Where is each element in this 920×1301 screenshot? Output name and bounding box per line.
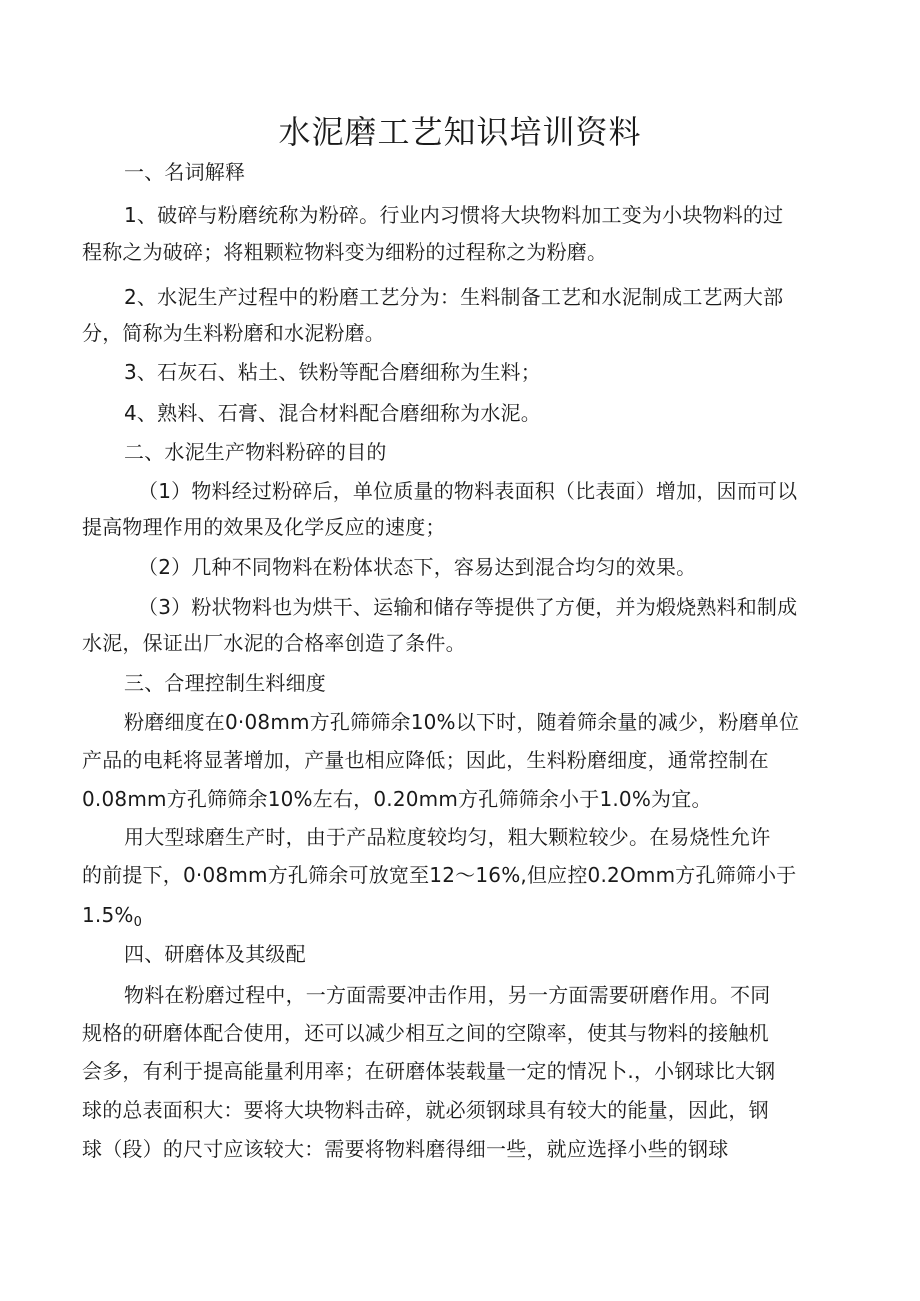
paragraph-line: 分，简称为生料粉磨和水泥粉磨。 <box>82 321 385 345</box>
section-heading-1: 一、名词解释 <box>124 160 246 184</box>
paragraph-line: 物料在粉磨过程中，一方面需要冲击作用，另一方面需要研磨作用。不同 <box>124 983 771 1007</box>
paragraph-line: 产品的电耗将显著增加，产量也相应降低；因此，生料粉磨细度，通常控制在 <box>82 748 769 772</box>
paragraph-line: 会多，有利于提高能量利用率；在研磨体装载量一定的情况卜.，小钢球比大钢 <box>82 1059 776 1083</box>
paragraph-line: 粉磨细度在0·08mm方孔筛筛余10%以下时，随着筛余量的减少，粉磨单位 <box>124 710 800 734</box>
paragraph-line: （1）物料经过粉碎后，单位质量的物料表面积（比表面）增加，因而可以 <box>138 479 798 503</box>
paragraph-line: （2）几种不同物料在粉体状态下，容易达到混合均匀的效果。 <box>138 555 697 579</box>
paragraph-line: （3）粉状物料也为烘干、运输和储存等提供了方便，并为煅烧熟料和制成 <box>138 595 798 619</box>
paragraph-line <box>82 900 142 938</box>
subscript-fragment: 0 <box>133 915 143 930</box>
section-heading-4: 四、研磨体及其级配 <box>124 942 306 966</box>
paragraph-line: 提高物理作用的效果及化学反应的速度； <box>82 515 446 539</box>
paragraph-line: 2、水泥生产过程中的粉磨工艺分为：生料制备工艺和水泥制成工艺两大部 <box>124 285 784 309</box>
paragraph-line: 球（段）的尺寸应该较大：需要将物料磨得细一些，就应选择小些的钢球 <box>82 1137 729 1161</box>
paragraph-line: 4、熟料、石膏、混合材料配合磨细称为水泥。 <box>124 401 541 425</box>
paragraph-line: 球的总表面积大：要将大块物料击碎，就必须钢球具有较大的能量，因此，钢 <box>82 1098 769 1122</box>
paragraph-line: 3、石灰石、粘土、铁粉等配合磨细称为生料； <box>124 360 541 384</box>
paragraph-line: 规格的研磨体配合使用，还可以减少相互之间的空隙率，使其与物料的接触机 <box>82 1021 769 1045</box>
paragraph-line: 0.08mm方孔筛筛余10%左右，0.20mm方孔筛筛余小于1.0%为宜。 <box>82 787 712 811</box>
section-heading-3: 三、合理控制生料细度 <box>124 671 326 695</box>
text-fragment: 1.5% <box>82 903 134 927</box>
document-title: 水泥磨工艺知识培训资料 <box>278 113 642 151</box>
paragraph-line: 的前提下，0·08mm方孔筛余可放宽至12～16%,但应控0.2Omm方孔筛筛小于 <box>82 863 797 887</box>
section-heading-2: 二、水泥生产物料粉碎的目的 <box>124 440 387 464</box>
paragraph-line: 1、破碎与粉磨统称为粉碎。行业内习惯将大块物料加工变为小块物料的过 <box>124 203 784 227</box>
paragraph-line: 水泥，保证出厂水泥的合格率创造了条件。 <box>82 631 466 655</box>
paragraph-line: 用大型球磨生产时，由于产品粒度较均匀，粗大颗粒较少。在易烧性允许 <box>124 825 771 849</box>
paragraph-line: 程称之为破碎；将粗颗粒物料变为细粉的过程称之为粉磨。 <box>82 240 608 264</box>
